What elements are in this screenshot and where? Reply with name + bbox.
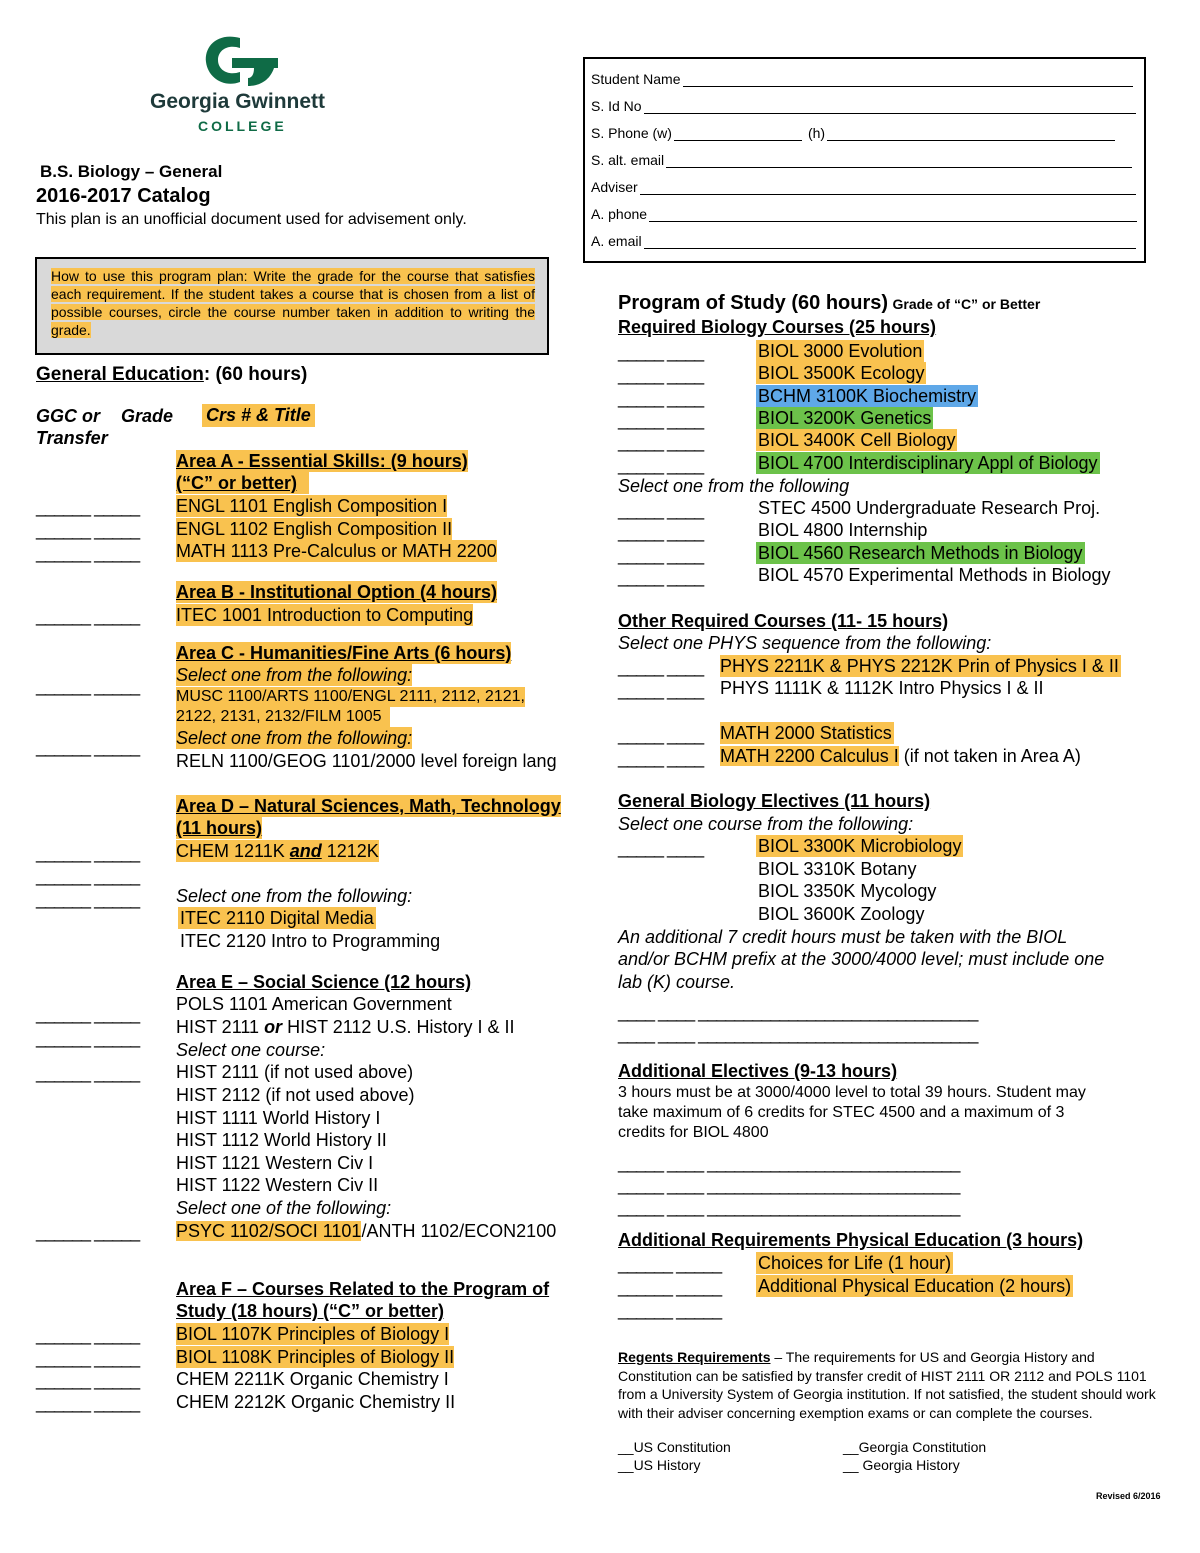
blank-g1[interactable]: _____ ____ bbox=[618, 838, 704, 858]
blank-r6[interactable]: _____ ____ bbox=[618, 455, 704, 475]
adviser-email-label: A. email bbox=[591, 233, 642, 249]
regents-requirements bbox=[618, 1348, 1168, 1422]
blank-ae2[interactable]: _____ ____ ____________________________ bbox=[618, 1175, 960, 1195]
area-d-title: Area D – Natural Sciences, Math, Technology bbox=[176, 796, 561, 816]
option-phys2211: PHYS 2211K & PHYS 2212K Prin of Physics I & II bbox=[720, 656, 1119, 676]
blank-f4[interactable]: ______ _____ bbox=[36, 1393, 140, 1413]
option-phys1111: PHYS 1111K & 1112K Intro Physics I & II bbox=[720, 678, 1044, 698]
gen-bio-note2: and/or BCHM prefix at the 3000/4000 level; must include one bbox=[618, 949, 1105, 969]
adviser-email-field[interactable] bbox=[644, 234, 1136, 249]
course-reln: RELN 1100/GEOG 1101/2000 level foreign lang bbox=[176, 751, 557, 771]
blank-a3[interactable]: ______ _____ bbox=[36, 543, 140, 563]
pe-title: Additional Requirements Physical Education (3 hours) bbox=[618, 1230, 1084, 1250]
option-biol3310: BIOL 3310K Botany bbox=[758, 859, 917, 879]
other-req-select: Select one PHYS sequence from the following: bbox=[618, 633, 992, 653]
blank-e4[interactable]: ______ _____ bbox=[36, 1222, 140, 1242]
blank-d3[interactable]: ______ _____ bbox=[36, 889, 140, 909]
option-hist1111: HIST 1111 World History I bbox=[176, 1108, 381, 1128]
college-logo bbox=[148, 32, 348, 142]
blank-r8[interactable]: _____ ____ bbox=[618, 522, 704, 542]
gen-bio-title: General Biology Electives (11 hours) bbox=[618, 791, 931, 811]
option-stec4500: STEC 4500 Undergraduate Research Proj. bbox=[758, 498, 1101, 518]
blank-ae3[interactable]: _____ ____ ____________________________ bbox=[618, 1197, 960, 1217]
add-elect-note1: 3 hours must be at 3000/4000 level to total 39 hours. Student may bbox=[618, 1084, 1086, 1101]
course-bchm3100: BCHM 3100K Biochemistry bbox=[758, 386, 977, 406]
phone-w-field[interactable] bbox=[674, 126, 802, 141]
ggc-g-icon bbox=[148, 32, 348, 92]
area-a-title: Area A - Essential Skills: (9 hours) bbox=[176, 451, 468, 471]
course-humanities-list: MUSC 1100/ARTS 1100/ENGL 2111, 2112, 2121, bbox=[176, 688, 525, 705]
revised-date: Revised 6/2016 bbox=[1096, 1491, 1161, 1501]
option-biol3300: BIOL 3300K Microbiology bbox=[758, 836, 962, 856]
course-biol4700: BIOL 4700 Interdisciplinary Appl of Biology bbox=[758, 453, 1098, 473]
blank-f1[interactable]: ______ _____ bbox=[36, 1325, 140, 1345]
alt-email-field[interactable] bbox=[666, 153, 1132, 168]
chem-1211k: CHEM 1211K bbox=[176, 841, 290, 861]
course-itec2120: ITEC 2120 Intro to Programming bbox=[180, 931, 441, 951]
area-b-title: Area B - Institutional Option (4 hours) bbox=[176, 582, 497, 602]
gen-bio-select: Select one course from the following: bbox=[618, 814, 914, 834]
howto-text: How to use this program plan: Write the grade for the course that satisfies each requirement. If the student takes a course that is chosen from a list of possible courses, circle the course number taken in addition to writing the grade. bbox=[51, 268, 535, 338]
area-d-title2: (11 hours) bbox=[176, 818, 263, 838]
course-itec1001: ITEC 1001 Introduction to Computing bbox=[176, 605, 474, 625]
course-hist2111 bbox=[176, 1016, 514, 1038]
add-elect-note3: credits for BIOL 4800 bbox=[618, 1124, 769, 1141]
logo-college: COLLEGE bbox=[198, 118, 287, 134]
chem-1212k: 1212K bbox=[321, 841, 379, 861]
math2200-highlight: MATH 2200 Calculus I bbox=[720, 746, 899, 766]
course-biol3000: BIOL 3000 Evolution bbox=[758, 341, 923, 361]
course-pols1101: POLS 1101 American Government bbox=[176, 994, 452, 1014]
area-c-title: Area C - Humanities/Fine Arts (6 hours) bbox=[176, 643, 512, 663]
blank-r7[interactable]: _____ ____ bbox=[618, 500, 704, 520]
gen-bio-note3: lab (K) course. bbox=[618, 972, 736, 992]
blank-r9[interactable]: _____ ____ bbox=[618, 545, 704, 565]
adviser-phone-label: A. phone bbox=[591, 206, 648, 222]
course-additional-pe: Additional Physical Education (2 hours) bbox=[758, 1276, 1072, 1296]
regents-text: – The requirements for US and Georgia History and Constitution can be satisfied by transfer credit of HIST 2111 OR 2112 and POLS 1101 from a University System of Georgia institution. If not satisfied, the student should work with their adviser concerning exemption exams or can complete the courses. bbox=[618, 1349, 1156, 1421]
blank-b1[interactable]: ______ _____ bbox=[36, 606, 140, 626]
area-f-title: Area F – Courses Related to the Program of bbox=[176, 1279, 550, 1299]
phone-w-label: S. Phone (w) bbox=[591, 125, 672, 141]
course-itec2110: ITEC 2110 Digital Media bbox=[180, 908, 374, 928]
area-e-select2: Select one of the following: bbox=[176, 1198, 392, 1218]
check-us-history[interactable]: __US History bbox=[618, 1457, 701, 1473]
blank-a2[interactable]: ______ _____ bbox=[36, 520, 140, 540]
course-psyc-soci bbox=[176, 1220, 556, 1242]
option-biol4800: BIOL 4800 Internship bbox=[758, 520, 928, 540]
course-chem2212: CHEM 2212K Organic Chemistry II bbox=[176, 1392, 456, 1412]
program-grade-note: Grade of “C” or Better bbox=[892, 296, 1041, 312]
col-course: Crs # & Title bbox=[202, 404, 315, 427]
student-id-field[interactable] bbox=[644, 99, 1136, 114]
blank-a1[interactable]: ______ _____ bbox=[36, 497, 140, 517]
option-hist1122: HIST 1122 Western Civ II bbox=[176, 1175, 379, 1195]
adviser-phone-field[interactable] bbox=[649, 207, 1137, 222]
blank-ae1[interactable]: _____ ____ ____________________________ bbox=[618, 1153, 960, 1173]
program-title bbox=[618, 292, 1040, 315]
option-biol3600: BIOL 3600K Zoology bbox=[758, 904, 925, 924]
req-select: Select one from the following bbox=[618, 476, 850, 496]
col-transfer: Transfer bbox=[36, 428, 108, 448]
blank-o3[interactable]: _____ ____ bbox=[618, 725, 704, 745]
adviser-field[interactable] bbox=[640, 180, 1136, 195]
add-elect-note2: take maximum of 6 credits for STEC 4500 and a maximum of 3 bbox=[618, 1104, 1065, 1121]
logo-name: Georgia Gwinnett bbox=[150, 90, 326, 113]
blank-e3[interactable]: ______ _____ bbox=[36, 1063, 140, 1083]
col-ggc: GGC or bbox=[36, 406, 101, 426]
regents-title: Regents Requirements bbox=[618, 1349, 771, 1365]
psyc-soci-highlight: PSYC 1102/SOCI 1101 bbox=[176, 1221, 362, 1241]
area-e-title: Area E – Social Science (12 hours) bbox=[176, 972, 472, 992]
course-biol3200: BIOL 3200K Genetics bbox=[758, 408, 932, 428]
and-word: and bbox=[289, 841, 322, 861]
course-engl1102: ENGL 1102 English Composition II bbox=[176, 519, 453, 539]
student-id-label: S. Id No bbox=[591, 98, 642, 114]
blank-d1[interactable]: ______ _____ bbox=[36, 843, 140, 863]
blank-d2[interactable]: ______ _____ bbox=[36, 866, 140, 886]
blank-e1[interactable]: ______ _____ bbox=[36, 1004, 140, 1024]
option-hist2112: HIST 2112 (if not used above) bbox=[176, 1085, 415, 1105]
option-hist1121: HIST 1121 Western Civ I bbox=[176, 1153, 374, 1173]
hist-2112: HIST 2112 U.S. History I & II bbox=[282, 1017, 515, 1037]
course-biol3500: BIOL 3500K Ecology bbox=[758, 363, 925, 383]
area-c-select1: Select one from the following: bbox=[176, 665, 413, 685]
blank-pe3[interactable]: ______ _____ bbox=[618, 1300, 722, 1320]
course-math2200 bbox=[720, 745, 1081, 767]
check-us-constitution[interactable]: __US Constitution bbox=[618, 1439, 731, 1455]
option-hist1112: HIST 1112 World History II bbox=[176, 1130, 387, 1150]
blank-f3[interactable]: ______ _____ bbox=[36, 1370, 140, 1390]
student-name-field[interactable] bbox=[683, 72, 1133, 87]
req-bio-title: Required Biology Courses (25 hours) bbox=[618, 317, 937, 337]
blank-g2[interactable]: ____ ____ _______________________________ bbox=[618, 1002, 978, 1022]
math2200-note: (if not taken in Area A) bbox=[898, 746, 1081, 766]
area-d-select: Select one from the following: bbox=[176, 886, 413, 906]
disclaimer: This plan is an unofficial document used for advisement only. bbox=[36, 211, 467, 228]
course-humanities-list2: 2122, 2131, 2132/FILM 1005 bbox=[176, 707, 390, 727]
alt-email-label: S. alt. email bbox=[591, 152, 665, 168]
blank-o1[interactable]: _____ ____ bbox=[618, 657, 704, 677]
course-biol1108: BIOL 1108K Principles of Biology II bbox=[176, 1347, 455, 1367]
anth-econ: /ANTH 1102/ECON2100 bbox=[361, 1221, 557, 1241]
hist-2111: HIST 2111 bbox=[176, 1017, 265, 1037]
col-grade: Grade bbox=[121, 406, 174, 426]
check-ga-constitution[interactable]: __Georgia Constitution bbox=[843, 1439, 987, 1455]
option-biol4560: BIOL 4560 Research Methods in Biology bbox=[758, 543, 1083, 563]
adviser-label: Adviser bbox=[591, 179, 638, 195]
option-biol3350: BIOL 3350K Mycology bbox=[758, 881, 937, 901]
blank-r4[interactable]: _____ ____ bbox=[618, 410, 704, 430]
blank-r10[interactable]: _____ ____ bbox=[618, 567, 704, 587]
howto-box bbox=[35, 257, 549, 355]
option-hist2111: HIST 2111 (if not used above) bbox=[176, 1062, 414, 1082]
option-biol4570: BIOL 4570 Experimental Methods in Biology bbox=[758, 565, 1111, 585]
blank-r1[interactable]: _____ ____ bbox=[618, 342, 704, 362]
blank-r2[interactable]: _____ ____ bbox=[618, 365, 704, 385]
course-biol1107: BIOL 1107K Principles of Biology I bbox=[176, 1324, 450, 1344]
course-chem1211 bbox=[176, 840, 379, 862]
course-choices-for-life: Choices for Life (1 hour) bbox=[758, 1253, 952, 1273]
student-info-box bbox=[583, 57, 1146, 263]
course-math1113: MATH 1113 Pre-Calculus or MATH 2200 bbox=[176, 541, 497, 561]
area-e-select: Select one course: bbox=[176, 1040, 326, 1060]
blank-o2[interactable]: _____ ____ bbox=[618, 680, 704, 700]
gen-ed-title-main: General Education bbox=[36, 364, 204, 385]
blank-r3[interactable]: _____ ____ bbox=[618, 388, 704, 408]
phone-h-label: (h) bbox=[807, 125, 826, 141]
area-c-select2: Select one from the following: bbox=[176, 728, 413, 748]
blank-f2[interactable]: ______ _____ bbox=[36, 1348, 140, 1368]
blank-e2[interactable]: ______ _____ bbox=[36, 1028, 140, 1048]
blank-o4[interactable]: _____ ____ bbox=[618, 748, 704, 768]
area-f-title2: Study (18 hours) (“C” or better) bbox=[176, 1301, 445, 1321]
blank-g3[interactable]: ____ ____ _______________________________ bbox=[618, 1024, 978, 1044]
blank-pe1[interactable]: ______ _____ bbox=[618, 1254, 722, 1274]
gen-ed-title bbox=[36, 364, 307, 386]
area-a-title2: (“C” or better) bbox=[176, 472, 309, 494]
add-elect-title: Additional Electives (9-13 hours) bbox=[618, 1061, 898, 1081]
check-ga-history[interactable]: __ Georgia History bbox=[843, 1457, 960, 1473]
course-biol3400: BIOL 3400K Cell Biology bbox=[758, 430, 956, 450]
blank-c2[interactable]: ______ _____ bbox=[36, 737, 140, 757]
course-chem2211: CHEM 2211K Organic Chemistry I bbox=[176, 1369, 449, 1389]
blank-pe2[interactable]: ______ _____ bbox=[618, 1277, 722, 1297]
phone-h-field[interactable] bbox=[827, 126, 1115, 141]
catalog-year: 2016-2017 Catalog bbox=[36, 185, 211, 207]
course-math2000: MATH 2000 Statistics bbox=[720, 723, 892, 743]
or-word: or bbox=[264, 1017, 283, 1037]
other-req-title: Other Required Courses (11- 15 hours) bbox=[618, 611, 949, 631]
gen-bio-note1: An additional 7 credit hours must be taken with the BIOL bbox=[618, 927, 1068, 947]
gen-ed-title-hours: : (60 hours) bbox=[203, 364, 308, 385]
blank-c1[interactable]: ______ _____ bbox=[36, 676, 140, 696]
student-name-label: Student Name bbox=[591, 71, 681, 87]
program-name: B.S. Biology – General bbox=[40, 162, 223, 181]
program-title-text: Program of Study (60 hours) bbox=[618, 292, 889, 314]
course-engl1101: ENGL 1101 English Composition I bbox=[176, 496, 448, 516]
blank-r5[interactable]: _____ ____ bbox=[618, 432, 704, 452]
